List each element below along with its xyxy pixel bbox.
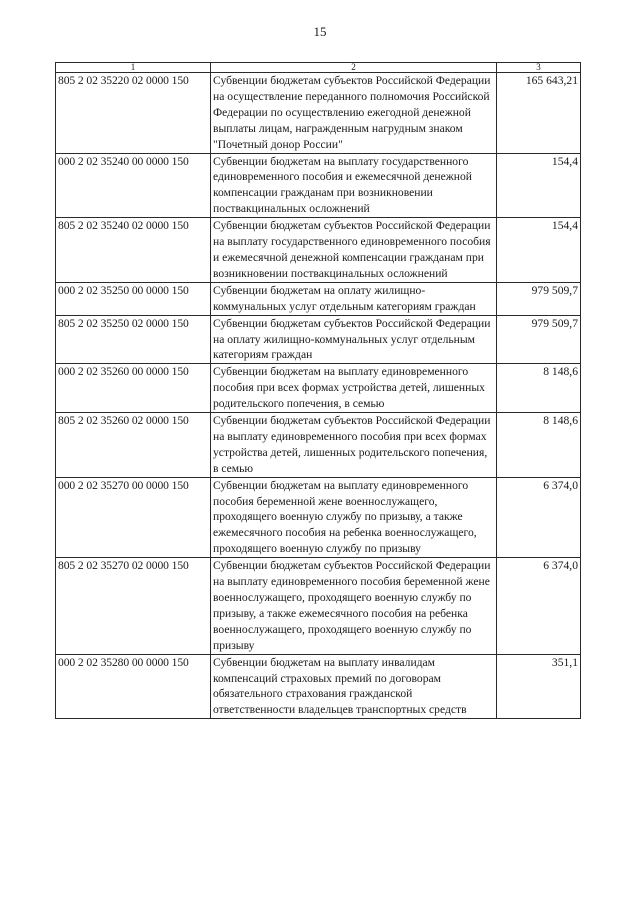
amount: 154,4	[497, 153, 581, 218]
column-header-2: 2	[211, 63, 497, 73]
revenue-name: Субвенции бюджетам на выплату единовременного пособия беременной жене военнослужащего, проходящего военную службу по призыву, а также ежемесячного пособия на ребенка военнослужащего, проходящего военную службу по призыву	[211, 477, 497, 558]
revenue-name: Субвенции бюджетам на выплату инвалидам компенсаций страховых премий по договорам обязательного страхования гражданской ответственности владельцев транспортных средств	[211, 654, 497, 719]
budget-code: 000 2 02 35280 00 0000 150	[56, 654, 211, 719]
amount: 6 374,0	[497, 558, 581, 654]
revenue-name: Субвенции бюджетам субъектов Российской Федерации на выплату единовременного пособия при всех формах устройства детей, лишенных родительского попечения, в семью	[211, 413, 497, 478]
table-row	[56, 558, 581, 654]
revenue-name: Субвенции бюджетам субъектов Российской Федерации на выплату единовременного пособия беременной жене военнослужащего, проходящего военную службу по призыву, а также ежемесячного пособия на ребенка военнослужащего, проходящего военную службу по призыву	[211, 558, 497, 654]
budget-code: 805 2 02 35250 02 0000 150	[56, 315, 211, 364]
table-row	[56, 315, 581, 364]
table-row	[56, 413, 581, 478]
budget-code: 805 2 02 35260 02 0000 150	[56, 413, 211, 478]
amount: 165 643,21	[497, 73, 581, 154]
page-number: 15	[313, 24, 327, 39]
revenue-name: Субвенции бюджетам субъектов Российской Федерации на выплату государственного единовременного пособия и ежемесячной денежной компенсации гражданам при возникновении поствакцинальных осложнений	[211, 218, 497, 283]
budget-table	[55, 62, 581, 719]
amount: 154,4	[497, 218, 581, 283]
amount: 351,1	[497, 654, 581, 719]
revenue-name: Субвенции бюджетам на выплату единовременного пособия при всех формах устройства детей, лишенных родительского попечения, в семью	[211, 364, 497, 413]
revenue-name: Субвенции бюджетам субъектов Российской Федерации на оплату жилищно-коммунальных услуг отдельным категориям граждан	[211, 315, 497, 364]
amount: 979 509,7	[497, 282, 581, 315]
table-row	[56, 153, 581, 218]
amount: 8 148,6	[497, 413, 581, 478]
budget-code: 000 2 02 35240 00 0000 150	[56, 153, 211, 218]
budget-code: 000 2 02 35270 00 0000 150	[56, 477, 211, 558]
revenue-name: Субвенции бюджетам на оплату жилищно-коммунальных услуг отдельным категориям граждан	[211, 282, 497, 315]
revenue-name: Субвенции бюджетам на выплату государственного единовременного пособия и ежемесячной денежной компенсации гражданам при возникновении поствакцинальных осложнений	[211, 153, 497, 218]
budget-code: 805 2 02 35220 02 0000 150	[56, 73, 211, 154]
amount: 979 509,7	[497, 315, 581, 364]
table-row	[56, 218, 581, 283]
revenue-name: Субвенции бюджетам субъектов Российской Федерации на осуществление переданного полномочия Российской Федерации по осуществлению ежегодной денежной выплаты лицам, награжденным нагрудным знаком "Почетный донор России"	[211, 73, 497, 154]
budget-code: 000 2 02 35250 00 0000 150	[56, 282, 211, 315]
column-header-3: 3	[497, 63, 581, 73]
budget-code: 000 2 02 35260 00 0000 150	[56, 364, 211, 413]
table-row	[56, 654, 581, 719]
amount: 8 148,6	[497, 364, 581, 413]
budget-code: 805 2 02 35270 02 0000 150	[56, 558, 211, 654]
budget-code: 805 2 02 35240 02 0000 150	[56, 218, 211, 283]
table-row	[56, 73, 581, 154]
table-row	[56, 282, 581, 315]
column-header-1: 1	[56, 63, 211, 73]
amount: 6 374,0	[497, 477, 581, 558]
table-row	[56, 364, 581, 413]
table-header-row	[56, 63, 581, 73]
table-row	[56, 477, 581, 558]
